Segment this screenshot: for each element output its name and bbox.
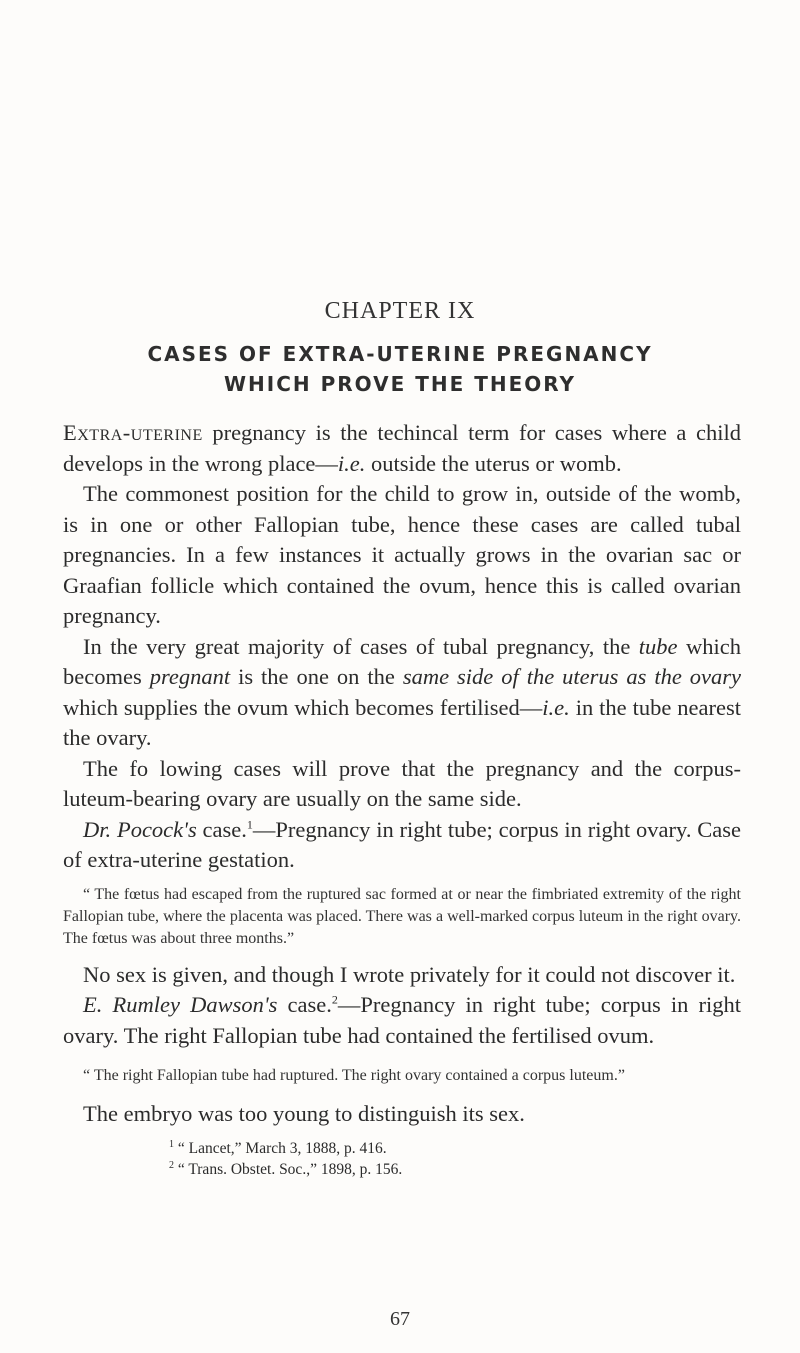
paragraph-5-text-a: case. bbox=[196, 816, 247, 842]
paragraph-1-text-a: pregnancy is the techincal term for cases where a child develops in the wrong place— bbox=[63, 420, 741, 476]
paragraph-5-text-b: —Pregnancy in right tube; corpus in right ovary. Case of extra-uterine gestation. bbox=[63, 816, 742, 872]
case-author-pocock: Dr. Pocock's bbox=[83, 816, 197, 842]
page-number: 67 bbox=[390, 1308, 410, 1330]
lead-word: Extra-uterine bbox=[63, 420, 203, 445]
footnote-ref-2: 2 bbox=[331, 992, 338, 1007]
paragraph-7 bbox=[63, 990, 741, 1051]
paragraph-3-text-d: which supplies the ovum which becomes fertilised— bbox=[63, 694, 543, 720]
paragraph-7-text-a: case. bbox=[277, 992, 332, 1017]
quotation-2: “ The right Fallopian tube had ruptured. The right ovary contained a corpus luteum.” bbox=[83, 1067, 625, 1084]
footnote-2-text: “ Trans. Obstet. Soc.,” 1898, p. 156. bbox=[174, 1160, 403, 1178]
paragraph-3-ie: i.e. bbox=[542, 694, 570, 720]
chapter-title-line-2: WHICH PROVE THE THEORY bbox=[223, 372, 577, 396]
footnote-ref-1: 1 bbox=[246, 817, 253, 831]
case-author-dawson: E. Rumley Dawson's bbox=[83, 992, 278, 1017]
paragraph-3-text-c: is the one on the bbox=[230, 664, 403, 689]
paragraph-3-tube: tube bbox=[638, 633, 678, 659]
paragraph-6: No sex is given, and though I wrote privately for it could not discover it. bbox=[83, 961, 736, 987]
paragraph-3-pregnant: pregnant bbox=[149, 664, 231, 689]
footnote-1-text: “ Lancet,” March 3, 1888, p. 416. bbox=[174, 1139, 387, 1157]
paragraph-7-text-b: —Pregnancy in right tube; corpus in right ovary. The right Fallopian tube had contained the fertilised ovum. bbox=[63, 992, 742, 1048]
paragraph-8: The embryo was too young to distinguish its sex. bbox=[83, 1101, 525, 1126]
chapter-title-line-1: CASES OF EXTRA-UTERINE PREGNANCY bbox=[147, 342, 653, 366]
paragraph-2: The commonest position for the child to grow in, outside of the womb, is in one or other Fallopian tube, hence these cases are called tubal pregnancies. In a few instances it actually grows in the ovarian sac or Graafian follicle which contained the ovum, hence this is called ovarian pregnancy. bbox=[63, 481, 741, 628]
paragraph-3-text-e: in the tube nearest the ovary. bbox=[63, 694, 741, 750]
paragraph-5 bbox=[63, 815, 741, 876]
chapter-heading: CHAPTER IX bbox=[324, 298, 476, 324]
paragraph-1-text-b: outside the uterus or womb. bbox=[365, 450, 622, 476]
footnote-2 bbox=[63, 1159, 741, 1180]
body-text bbox=[63, 418, 741, 1180]
paragraph-3-text-b: which becomes bbox=[63, 633, 741, 689]
paragraph-3-same-side: same side of the uterus as the ovary bbox=[402, 664, 742, 689]
paragraph-1-ie: i.e. bbox=[337, 450, 366, 476]
paragraph-4: The fo lowing cases will prove that the pregnancy and the corpus-luteum-bearing ovary are usually on the same side. bbox=[63, 755, 741, 811]
footnote-2-mark: 2 bbox=[169, 1159, 174, 1171]
paragraph-3 bbox=[63, 632, 741, 754]
footnote-1-mark: 1 bbox=[169, 1138, 174, 1150]
paragraph-1 bbox=[63, 418, 741, 479]
quotation-1: “ The fœtus had escaped from the ruptured sac formed at or near the fimbriated extremity of the right Fallopian tube, where the placenta was placed. There was a well-marked corpus luteum in the right ovary. The fœtus was about three months.” bbox=[63, 885, 741, 947]
paragraph-3-text-a: In the very great majority of cases of tubal pregnancy, the bbox=[83, 633, 639, 659]
footnote-1 bbox=[63, 1138, 741, 1159]
